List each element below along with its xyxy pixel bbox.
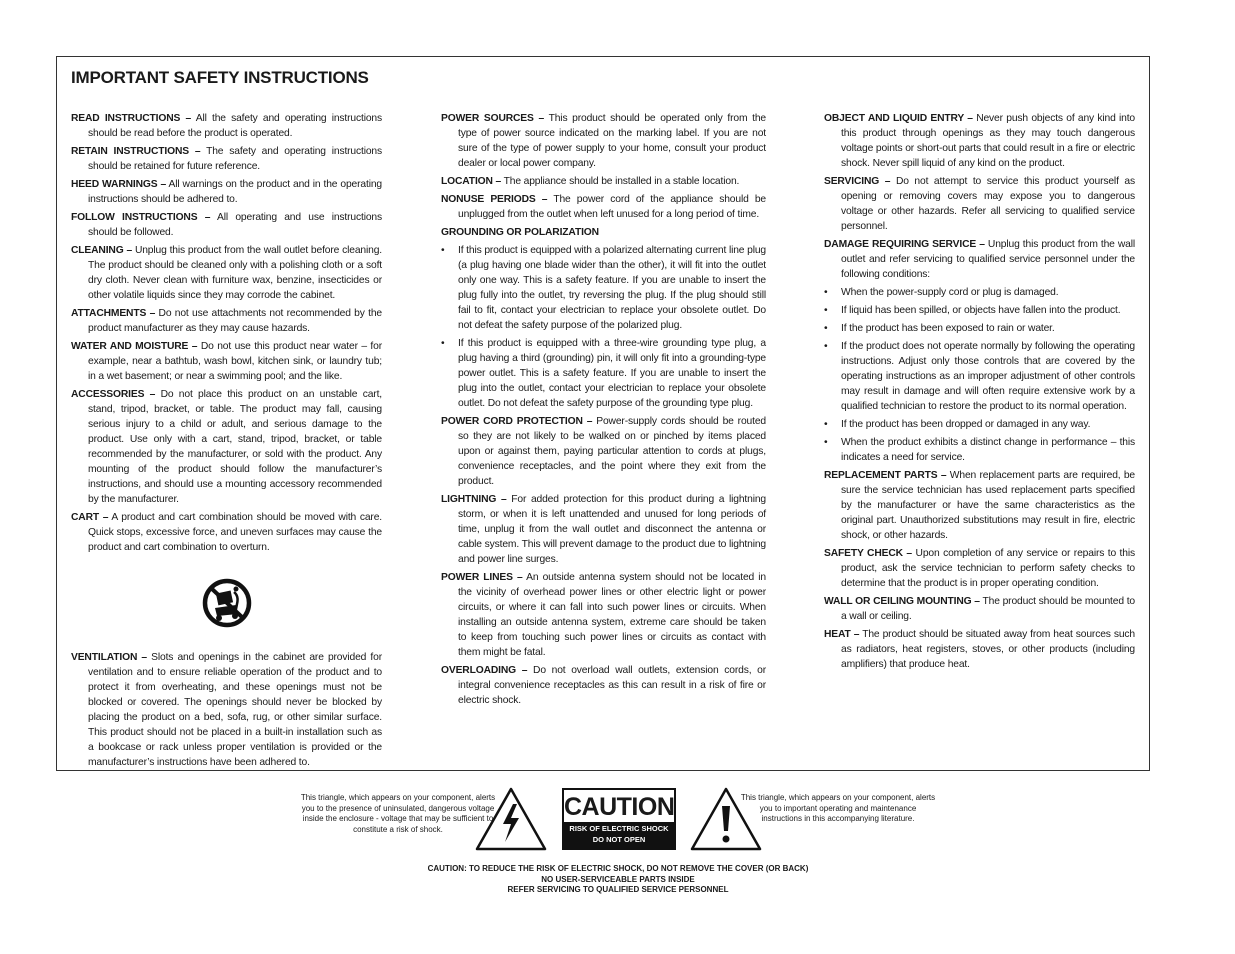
column-2 xyxy=(441,111,766,711)
bullet-dot: • xyxy=(824,287,828,298)
cart-paragraph: CART – A product and cart combination should be moved with care. Quick stops, excessive force, and uneven surfaces may cause the product and cart combination to overturn. xyxy=(71,512,382,553)
bullet-dot: • xyxy=(824,341,828,352)
heed-warnings-paragraph: HEED WARNINGS – All warnings on the product and in the operating instructions should be adhered to. xyxy=(71,179,382,205)
exclamation-triangle-note: This triangle, which appears on your component, alerts you to important operating and maintenance instructions in this accompanying literature. xyxy=(740,793,936,823)
damage-condition-bullet: • If the product has been dropped or damaged in any way. xyxy=(824,419,1091,430)
ventilation-paragraph: VENTILATION – Slots and openings in the cabinet are provided for ventilation and to ensure reliable operation of the product and to protect it from overheating, and these openings must not be blocked or covered. The openings should never be blocked by placing the product on a bed, sofa, rug, or other similar surface. This product should not be placed in a built-in installation such as a bookcase or rack unless proper ventilation is provided or the manufacturer’s instructions have been adhered to. xyxy=(71,652,382,768)
caution-footer-line-2: NO USER-SERVICEABLE PARTS INSIDE xyxy=(541,874,695,884)
column-1 xyxy=(71,111,382,773)
caution-footer xyxy=(300,864,936,896)
caution-word: CAUTION xyxy=(564,793,675,821)
damage-condition-bullet: • When the power-supply cord or plug is damaged. xyxy=(824,287,1059,298)
lightning-triangle-note: This triangle, which appears on your component, alerts you to the presence of uninsulated, dangerous voltage inside the enclosure - voltage that may be sufficient to constitute a risk of shock. xyxy=(300,793,496,834)
caution-line-1: RISK OF ELECTRIC SHOCK xyxy=(569,824,669,833)
cart-warning-icon-wrap xyxy=(71,578,382,628)
caution-footer-line-3: REFER SERVICING TO QUALIFIED SERVICE PERSONNEL xyxy=(507,885,729,894)
damage-condition-bullet: • When the product exhibits a distinct change in performance – this indicates a need for service. xyxy=(824,437,1135,463)
nonuse-periods-paragraph: NONUSE PERIODS – The power cord of the appliance should be unplugged from the outlet when left unused for a long period of time. xyxy=(441,194,766,220)
damage-condition-bullet: • If the product does not operate normally by following the operating instructions. Adjust only those controls that are covered by the operating instructions as an improper adjustment of other controls may result in damage and will often require extensive work by a qualified technician to restore the product to its normal operation. xyxy=(824,341,1135,412)
read-instructions-paragraph: READ INSTRUCTIONS – All the safety and operating instructions should be read before the product is operated. xyxy=(71,113,382,139)
bullet-dot: • xyxy=(824,323,828,334)
column-3 xyxy=(824,111,1135,675)
object-liquid-entry-paragraph: OBJECT AND LIQUID ENTRY – Never push objects of any kind into this product through openings as they may touch dangerous voltage points or short-out parts that could result in a fire or electric shock. Never spill liquid of any kind on the product. xyxy=(824,113,1135,169)
bullet-dot: • xyxy=(824,419,828,430)
bullet-dot: • xyxy=(441,245,445,256)
location-paragraph: LOCATION – The appliance should be installed in a stable location. xyxy=(441,176,740,187)
power-cord-protection-paragraph: POWER CORD PROTECTION – Power-supply cords should be routed so they are not likely to be walked on or pinched by items placed upon or against them, paying particular attention to cords at plugs, convenience receptacles, and the point where they exit from the product. xyxy=(441,416,766,487)
power-lines-paragraph: POWER LINES – An outside antenna system should not be located in the vicinity of overhead power lines or other electric light or power circuits, or where it can fall into such power lines or circuits. When installing an outside antenna system, extreme care should be taken to keep from touching such power lines or circuits as contact with them might be fatal. xyxy=(441,572,766,658)
cleaning-paragraph: CLEANING – Unplug this product from the wall outlet before cleaning. The product should be cleaned only with a polishing cloth or a soft dry cloth. Never clean with furniture wax, benzine, insecticides or other volatile liquids since they may corrode the cabinet. xyxy=(71,245,382,301)
bullet-dot: • xyxy=(824,305,828,316)
replacement-parts-paragraph: REPLACEMENT PARTS – When replacement parts are required, be sure the service technician has used replacement parts specified by the manufacturer or have the same characteristics as the original part. Unauthorized substitutions may result in fire, electric shock, or other hazards. xyxy=(824,470,1136,541)
caution-label xyxy=(562,788,676,850)
attachments-paragraph: ATTACHMENTS – Do not use attachments not recommended by the product manufacturer as they may cause hazards. xyxy=(71,308,382,334)
retain-instructions-paragraph: RETAIN INSTRUCTIONS – The safety and operating instructions should be retained for future reference. xyxy=(71,146,383,172)
page-title: IMPORTANT SAFETY INSTRUCTIONS xyxy=(71,68,369,87)
lightning-bolt-triangle-icon xyxy=(474,786,548,852)
polarized-plug-bullet: • If this product is equipped with a polarized alternating current line plug (a plug having one blade wider than the other), it will fit into the outlet only one way. This is a safety feature. If you are unable to insert the plug fully into the outlet, try reversing the plug. If the plug should still fail to fit, contact your electrician to replace your obsolete outlet. Do not defeat the safety purpose of the polarized plug. xyxy=(441,245,766,331)
wall-ceiling-mounting-paragraph: WALL OR CEILING MOUNTING – The product should be mounted to a wall or ceiling. xyxy=(824,596,1135,622)
caution-footer-line-1: CAUTION: TO REDUCE THE RISK OF ELECTRIC SHOCK, DO NOT REMOVE THE COVER (OR BACK) xyxy=(427,864,809,873)
heat-paragraph: HEAT – The product should be situated away from heat sources such as radiators, heat registers, stoves, or other products (including amplifiers) that produce heat. xyxy=(824,629,1136,670)
grounding-plug-bullet: • If this product is equipped with a three-wire grounding type plug, a plug having a third (grounding) pin, it will only fit into a grounding-type power outlet. This is a safety feature. If you are unable to insert the plug into the outlet, contact your electrician to replace your obsolete outlet. Do not defeat the safety purpose of the grounding type plug. xyxy=(441,338,766,409)
grounding-heading: GROUNDING OR POLARIZATION xyxy=(441,227,599,238)
damage-requiring-service-paragraph: DAMAGE REQUIRING SERVICE – Unplug this product from the wall outlet and refer servicing to qualified service personnel under the following conditions: xyxy=(824,239,1135,280)
damage-condition-bullet: • If the product has been exposed to rain or water. xyxy=(824,323,1055,334)
overloading-paragraph: OVERLOADING – Do not overload wall outlets, extension cords, or integral convenience receptacles as this can result in a risk of fire or electric shock. xyxy=(441,665,766,706)
damage-condition-bullet: • If liquid has been spilled, or objects have fallen into the product. xyxy=(824,305,1121,316)
bullet-dot: • xyxy=(824,437,828,448)
accessories-paragraph: ACCESSORIES – Do not place this product on an unstable cart, stand, tripod, bracket, or table. The product may fall, causing serious injury to a child or adult, and serious damage to the product. Use only with a cart, stand, tripod, bracket, or table recommended by the manufacturer, or sold with the product. Any mounting of the product should follow the manufacturer’s instructions, and should use a mounting accessory recommended by the manufacturer. xyxy=(71,389,382,505)
safety-check-paragraph: SAFETY CHECK – Upon completion of any service or repairs to this product, ask the service technician to perform safety checks to determine that the product is in proper operating condition. xyxy=(824,548,1135,589)
servicing-paragraph: SERVICING – Do not attempt to service this product yourself as opening or removing covers may expose you to dangerous voltage or other hazards. Refer all servicing to qualified service personnel. xyxy=(824,176,1135,232)
caution-line-2: DO NOT OPEN xyxy=(592,834,646,844)
power-sources-paragraph: POWER SOURCES – This product should be operated only from the type of power source indicated on the marking label. If you are not sure of the type of power supply to your home, consult your product dealer or local power company. xyxy=(441,113,766,169)
water-and-moisture-paragraph: WATER AND MOISTURE – Do not use this product near water – for example, near a bathtub, wash bowl, kitchen sink, or laundry tub; in a wet basement; or near a swimming pool; and the like. xyxy=(71,341,383,382)
bullet-dot: • xyxy=(441,338,445,349)
lightning-paragraph: LIGHTNING – For added protection for this product during a lightning storm, or when it is left unattended and unused for long periods of time, unplug it from the wall outlet and disconnect the antenna or cable system. This will prevent damage to the product due to lightning and power line surges. xyxy=(441,494,766,565)
caution-band xyxy=(564,822,674,848)
cart-tipover-warning-icon xyxy=(198,578,256,628)
follow-instructions-paragraph: FOLLOW INSTRUCTIONS – All operating and use instructions should be followed. xyxy=(71,212,382,238)
